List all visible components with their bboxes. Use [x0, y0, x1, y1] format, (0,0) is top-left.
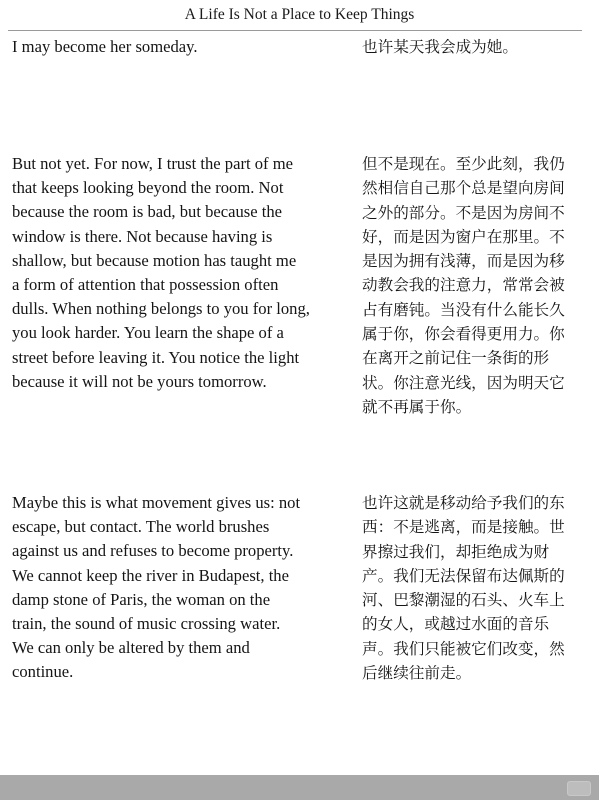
text-line: dulls. When nothing belongs to you for long,: [12, 299, 310, 319]
text-line: 占有磨钝。当没有什么能长久: [362, 300, 565, 319]
text-line: 状。你注意光线，因为明天它: [362, 373, 565, 392]
text-line: 产。我们无法保留布达佩斯的: [362, 566, 565, 585]
text-line: 然相信自己那个总是望向房间: [362, 179, 565, 198]
page-title: A Life Is Not a Place to Keep Things: [184, 6, 415, 23]
text-line: shallow, but because motion has taught me: [12, 250, 297, 270]
paragraph-1-english: [12, 35, 350, 59]
watermark-badge: [567, 781, 591, 796]
text-line: 但不是现在。至少此刻，我仍: [362, 155, 565, 173]
text-line: 也许这就是移动给予我们的东: [362, 494, 565, 512]
text-line: 界擦过我们，却拒绝成为财: [362, 542, 550, 561]
text-line: 后继续往前走。: [362, 664, 472, 683]
text-line: a form of attention that possession often: [12, 275, 279, 295]
text-line: 好，而是因为窗户在那里。不: [362, 227, 565, 246]
text-line: escape, but contact. The world brushes: [12, 517, 270, 537]
text-line: 河、巴黎潮湿的石头、火车上: [362, 591, 565, 610]
text-line: We can only be altered by them and: [12, 638, 250, 658]
text-line: 之外的部分。不是因为房间不: [362, 203, 565, 222]
text-line: window is there. Not because having is: [12, 226, 273, 246]
header-divider: [8, 30, 582, 31]
text-line: street before leaving it. You notice the light: [12, 347, 300, 367]
text-line: that keeps looking beyond the room. Not: [12, 178, 284, 198]
text-line: damp stone of Paris, the woman on the: [12, 589, 271, 609]
text-line: Maybe this is what movement gives us: not: [12, 493, 301, 512]
text-line: 属于你，你会看得更用力。你: [362, 325, 565, 344]
paragraph-2-english: [12, 152, 350, 394]
footer-bar: [0, 775, 599, 800]
text-line: because it will not be yours tomorrow.: [12, 371, 267, 391]
text-line: you look harder. You learn the shape of a: [12, 323, 284, 343]
text-line: 就不再属于你。: [362, 397, 472, 416]
paragraph-2-chinese: [362, 152, 592, 419]
text-line: 在离开之前记住一条街的形: [362, 349, 550, 368]
text-line: But not yet. For now, I trust the part of me: [12, 154, 293, 173]
text-line: 也许某天我会成为她。: [362, 38, 518, 56]
text-line: 声。我们只能被它们改变，然: [362, 639, 565, 658]
text-line: continue.: [12, 662, 74, 682]
text-line: against us and refuses to become property.: [12, 541, 294, 561]
text-line: I may become her someday.: [12, 37, 198, 56]
text-line: We cannot keep the river in Budapest, the: [12, 565, 289, 585]
paragraph-1-chinese: [362, 35, 592, 59]
text-line: train, the sound of music crossing water.: [12, 614, 281, 634]
text-line: because the room is bad, but because the: [12, 202, 283, 222]
text-line: 动教会我的注意力，常常会被: [362, 276, 565, 295]
text-line: 是因为拥有浅薄，而是因为移: [362, 252, 565, 271]
text-line: 西：不是逃离，而是接触。世: [362, 518, 565, 537]
text-line: 的女人，或越过水面的音乐: [362, 615, 550, 634]
paragraph-3-english: [12, 491, 350, 685]
paragraph-3-chinese: [362, 491, 592, 685]
